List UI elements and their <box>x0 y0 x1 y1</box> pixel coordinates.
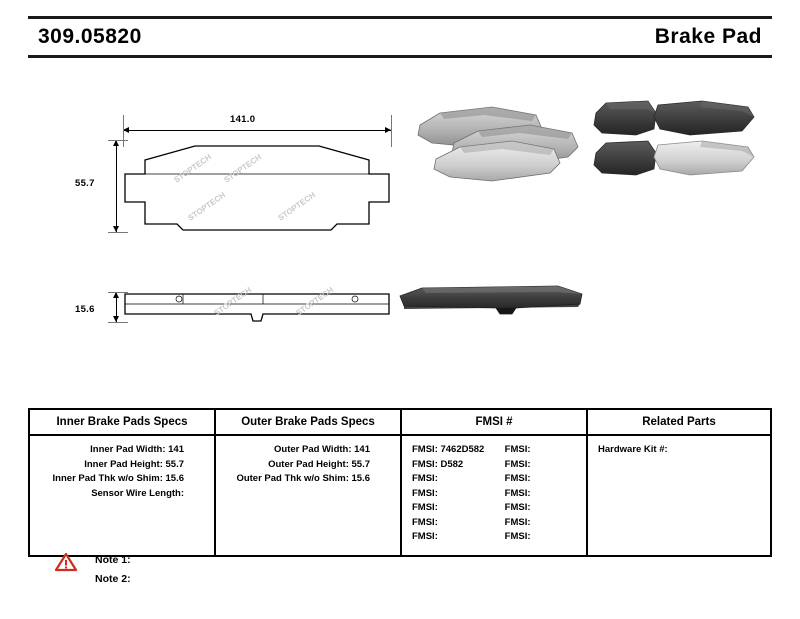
fmsi-left-cell: FMSI: <box>412 516 438 528</box>
height-extension-bottom <box>108 232 128 233</box>
thickness-extension-bottom <box>108 322 128 323</box>
product-type: Brake Pad <box>654 25 762 48</box>
table-row: Inner Pad Height: 55.7 <box>84 458 184 470</box>
note-1-label: Note 1: <box>95 553 131 566</box>
width-dimension-label: 141.0 <box>230 114 256 125</box>
pad-edge-outline-drawing <box>123 285 391 322</box>
fmsi-column <box>402 410 588 555</box>
fmsi-right-cell: FMSI: <box>504 458 531 470</box>
fmsi-left-cell: FMSI: <box>412 502 438 513</box>
technical-drawing-area <box>28 70 772 390</box>
fmsi-left-cell: FMSI: <box>412 531 438 542</box>
table-row <box>408 443 580 458</box>
specifications-table <box>28 408 772 557</box>
fmsi-body <box>402 436 586 555</box>
fmsi-right-cell: FMSI: <box>504 473 531 484</box>
fmsi-left-cell: FMSI: D582 <box>412 458 464 470</box>
notes-section <box>55 550 355 588</box>
warning-triangle-svg <box>55 553 77 572</box>
inner-pad-specs-header: Inner Brake Pads Specs <box>30 410 214 436</box>
height-dimension-label: 55.7 <box>75 178 95 189</box>
product-photo-edge-view <box>396 282 586 328</box>
fmsi-left-cell: FMSI: <box>412 473 438 484</box>
watermark-stoptech-3: STOPTECH <box>186 190 228 223</box>
table-row: Inner Pad Thk w/o Shim: 15.6 <box>52 473 184 484</box>
related-parts-body <box>588 436 770 554</box>
note-row-1 <box>55 550 355 569</box>
note-row-2 <box>55 569 355 588</box>
table-row: Outer Pad Height: 55.7 <box>268 458 370 470</box>
outer-pad-specs-column <box>216 410 402 555</box>
part-number: 309.05820 <box>38 25 142 48</box>
table-row: Outer Pad Width: 141 <box>274 444 370 455</box>
outer-pad-specs-header: Outer Brake Pads Specs <box>216 410 400 436</box>
table-row <box>408 501 580 516</box>
table-row <box>408 487 580 502</box>
watermark-stoptech-1: STOPTECH <box>172 152 214 185</box>
fmsi-right-cell: FMSI: <box>504 516 531 528</box>
related-parts-column <box>588 410 770 555</box>
pad-edge-path <box>125 294 389 321</box>
thickness-dimension-label: 15.6 <box>75 304 95 315</box>
pad-front-outline-drawing <box>123 140 391 232</box>
table-row <box>408 458 580 473</box>
outer-pad-specs-body <box>216 436 400 554</box>
warning-icon <box>55 553 77 572</box>
fmsi-right-cell: FMSI: <box>504 444 531 455</box>
pad-edge-svg <box>123 292 391 322</box>
table-row <box>408 516 580 531</box>
related-parts-header: Related Parts <box>588 410 770 436</box>
product-photo-edge-svg <box>396 282 586 328</box>
watermark-stoptech-2: STOPTECH <box>222 152 264 185</box>
table-row: Inner Pad Width: 141 <box>90 444 184 455</box>
inner-pad-specs-body <box>30 436 214 554</box>
watermark-stoptech-5: STOPTECH <box>212 285 254 318</box>
fmsi-right-cell: FMSI: <box>504 502 531 513</box>
table-row: Sensor Wire Length: <box>91 487 184 499</box>
pad-outline-svg <box>123 140 391 232</box>
watermark-stoptech-6: STOPTECH <box>294 285 336 318</box>
document-header <box>28 16 772 58</box>
table-row: Outer Pad Thk w/o Shim: 15.6 <box>236 473 370 484</box>
inner-pad-specs-column <box>30 410 216 555</box>
photo-pad-left-cluster <box>418 107 578 181</box>
pad-outline-path <box>125 146 389 230</box>
product-photo-group <box>396 95 776 205</box>
watermark-stoptech-4: STOPTECH <box>276 190 318 223</box>
fmsi-header: FMSI # <box>402 410 586 436</box>
width-dimension-line <box>123 130 391 131</box>
width-extension-right <box>391 115 392 147</box>
table-row: Hardware Kit #: <box>598 444 668 455</box>
height-dimension-line <box>116 140 117 232</box>
fmsi-left-cell: FMSI: 7462D582 <box>412 444 485 455</box>
product-photos-svg <box>396 95 776 205</box>
photo-pad-right-cluster <box>594 101 754 175</box>
fmsi-left-cell: FMSI: <box>412 487 438 499</box>
table-row <box>408 472 580 487</box>
table-row <box>408 530 580 545</box>
note-2-label: Note 2: <box>95 572 131 585</box>
fmsi-right-cell: FMSI: <box>504 531 531 542</box>
fmsi-right-cell: FMSI: <box>504 487 531 499</box>
